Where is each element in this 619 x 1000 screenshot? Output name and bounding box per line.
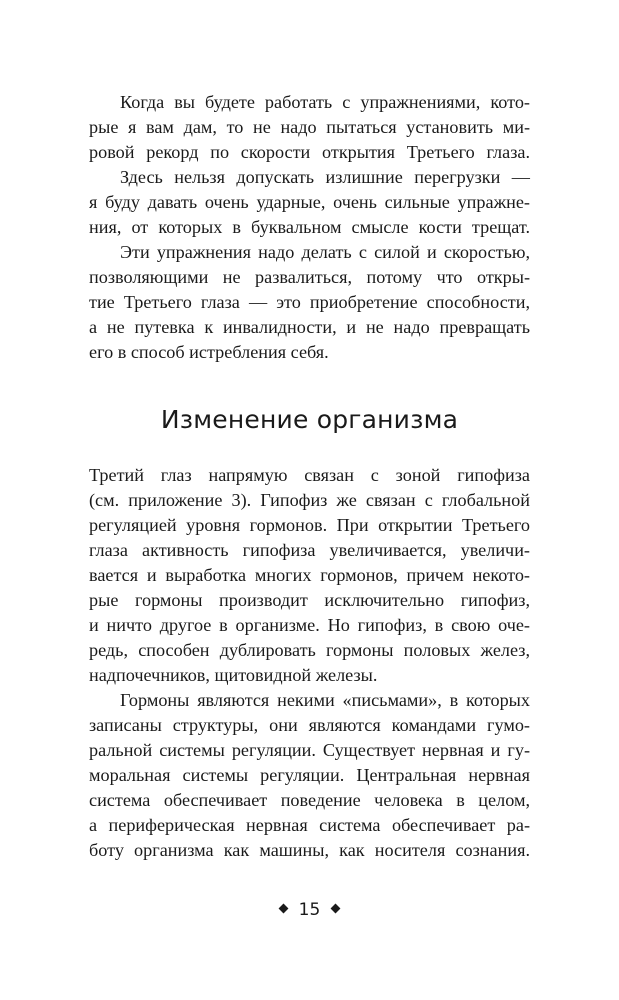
text-line: вается и выработка многих гормонов, причем некото- — [89, 565, 530, 585]
text-line: я буду давать очень ударные, очень сильные упражне- — [89, 192, 530, 212]
paragraph — [89, 165, 530, 240]
text-line: рые я вам дам, то не надо пытаться установить ми- — [89, 117, 530, 137]
text-line: регуляцией уровня гормонов. При открытии Третьего — [89, 515, 530, 535]
text-line: записаны структуры, они являются командами гумо- — [89, 715, 530, 735]
page-footer — [0, 897, 619, 923]
text-line: рые гормоны производит исключительно гипофиз, — [89, 590, 530, 610]
text-line: и ничто другое в организме. Но гипофиз, в свою оче- — [89, 615, 530, 635]
text-line: ральной системы регуляции. Существует нервная и гу- — [89, 740, 530, 760]
paragraph — [89, 90, 530, 165]
text-line: глаза активность гипофиза увеличивается, увеличи- — [89, 540, 530, 560]
section-heading: Изменение организма — [160, 405, 459, 434]
text-line: Здесь нельзя допускать излишние перегрузки — — [120, 167, 530, 187]
text-line: редь, способен дублировать гормоны половых желез, — [89, 640, 530, 660]
text-line: ровой рекорд по скорости открытия Третьего глаза. — [89, 142, 530, 162]
diamond-ornament-icon — [278, 903, 288, 913]
text-line: Гормоны являются некими «письмами», в которых — [120, 690, 530, 710]
text-line: система обеспечивает поведение человека в целом, — [89, 790, 530, 810]
text-line: его в способ истребления себя. — [89, 342, 329, 362]
paragraph — [89, 240, 530, 365]
text-line: боту организма как машины, как носителя сознания. — [89, 840, 530, 860]
text-line: а периферическая нервная система обеспечивает ра- — [89, 815, 530, 835]
text-line: ния, от которых в буквальном смысле кости трещат. — [89, 217, 530, 237]
text-line: моральная системы регуляции. Центральная нервная — [89, 765, 530, 785]
page-body — [89, 90, 530, 863]
text-line: а не путевка к инвалидности, и не надо превращать — [89, 317, 530, 337]
text-line: Эти упражнения надо делать с силой и скоростью, — [120, 242, 530, 262]
text-line: Третий глаз напрямую связан с зоной гипофиза — [89, 465, 530, 485]
paragraph — [89, 688, 530, 863]
text-line: позволяющими не развалиться, потому что откры- — [89, 267, 530, 287]
diamond-ornament-icon — [331, 903, 341, 913]
text-line: Когда вы будете работать с упражнениями, кото- — [120, 92, 530, 112]
text-line: тие Третьего глаза — это приобретение способности, — [89, 292, 530, 312]
section-spacer — [89, 365, 530, 403]
paragraph — [89, 463, 530, 688]
text-line: надпочечников, щитовидной железы. — [89, 665, 378, 685]
text-line: (см. приложение 3). Гипофиз же связан с глобальной — [89, 490, 530, 510]
page-number: 15 — [298, 900, 321, 920]
